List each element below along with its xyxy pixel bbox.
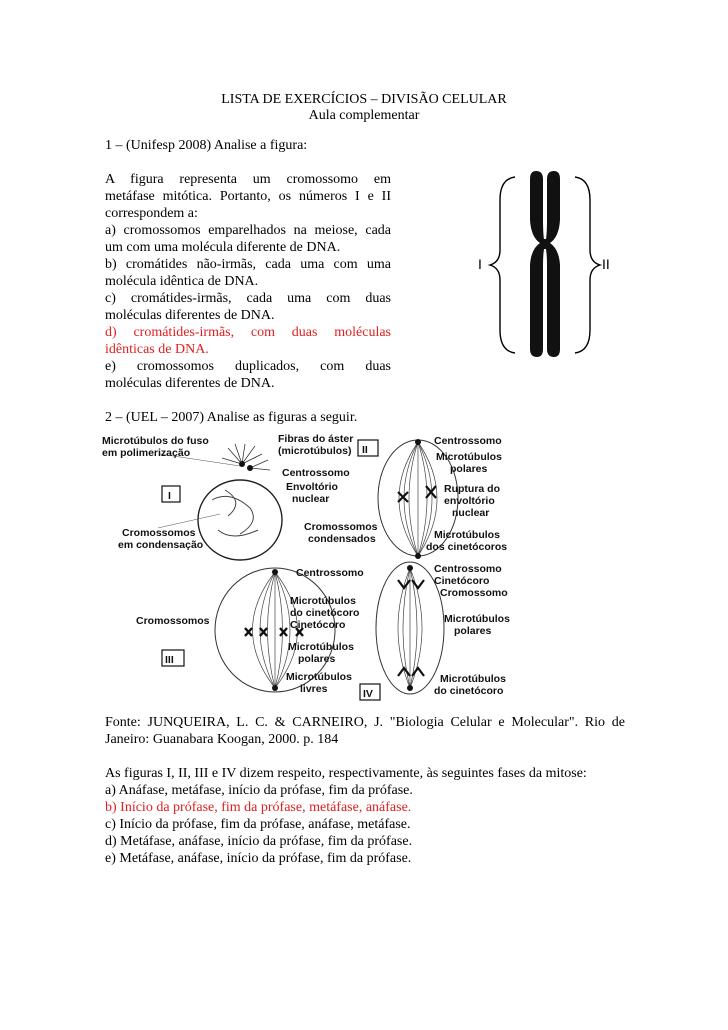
fig2-label-polares: Microtúbulos	[436, 451, 502, 463]
page-subtitle: Aula complementar	[308, 108, 420, 123]
fig1-label-cromossomos-2: em condensação	[118, 539, 204, 551]
q1-option-d-correct-cont: idênticas de DNA.	[105, 342, 209, 357]
fig1-label-envoltorio: Envoltório	[286, 481, 338, 493]
fig3-label-cinetocoro-mt-2: do cinetócoro	[290, 607, 360, 619]
fig2-label-centrossomo: Centrossomo	[434, 435, 502, 447]
q1-option-b-cont: molécula idêntica de DNA.	[105, 274, 259, 289]
fig3-label-polares: Microtúbulos	[288, 641, 354, 653]
fig4-label-polares: Microtúbulos	[444, 613, 510, 625]
q2-source-line: Fonte: JUNQUEIRA, L. C. & CARNEIRO, J. "Biologia Celular e Molecular". Rio de	[105, 715, 625, 730]
q2-heading: 2 – (UEL – 2007) Analise as figuras a seguir.	[105, 410, 358, 425]
q1-option-d-correct: d) cromátides-irmãs, com duas moléculas	[105, 325, 391, 340]
fig1-label-fuso: Microtúbulos do fuso	[102, 435, 209, 447]
fig1-roman: I	[168, 490, 171, 502]
fig2-label-ruptura-3: nuclear	[452, 507, 490, 519]
fig1-label-aster-2: (microtúbulos)	[278, 445, 352, 457]
fig2-label-polares-2: polares	[450, 463, 488, 475]
chromosome-label-ii: II	[602, 256, 610, 272]
chromosome-figure	[470, 165, 620, 365]
fig3-label-livres: Microtúbulos	[286, 671, 352, 683]
figure-iii-metaphase	[136, 567, 364, 695]
fig1-label-fuso-2: em polimerização	[102, 447, 191, 459]
q1-heading: 1 – (Unifesp 2008) Analise a figura:	[105, 138, 308, 153]
q2-option-d: d) Metáfase, anáfase, início da prófase, fim da prófase.	[105, 834, 413, 849]
q2-option-e: e) Metáfase, anáfase, início da prófase, fim da prófase.	[105, 851, 412, 866]
fig3-label-cinetocoro: Cinetócoro	[290, 619, 346, 631]
fig3-label-polares-2: polares	[298, 653, 336, 665]
q1-option-a: a) cromossomos emparelhados na meiose, cada	[105, 223, 391, 238]
fig3-roman: III	[165, 654, 174, 666]
q1-stem-line: correspondem a:	[105, 206, 198, 221]
fig1-label-aster: Fibras do áster	[278, 433, 354, 445]
fig4-label-cromossomo: Cromossomo	[440, 587, 508, 599]
fig2-label-cinetocoros-2: dos cinetócoros	[426, 541, 508, 553]
fig4-label-cinetocoro-mt-2: do cinetócoro	[434, 685, 504, 697]
fig3-label-centrossomo: Centrossomo	[296, 567, 364, 579]
fig3-label-cromossomos: Cromossomos	[136, 615, 210, 627]
q1-option-b: b) cromátides não-irmãs, cada uma com uma	[105, 257, 391, 272]
q2-prompt: As figuras I, II, III e IV dizem respeito, respectivamente, às seguintes fases da mitose:	[105, 766, 587, 781]
fig1-label-centrossomo: Centrossomo	[282, 467, 350, 479]
fig2-label-ruptura: Ruptura do	[444, 483, 500, 495]
q2-option-a: a) Anáfase, metáfase, início da prófase, fim da prófase.	[105, 783, 413, 798]
q1-stem-line: metáfase mitótica. Portanto, os números I e II	[105, 189, 391, 204]
chromosome-label-i: I	[478, 256, 482, 272]
page-title: LISTA DE EXERCÍCIOS – DIVISÃO CELULAR	[221, 92, 507, 107]
fig2-roman: II	[362, 444, 368, 456]
fig1-label-cromossomos: Cromossomos	[122, 527, 196, 539]
q1-option-a-cont: um com uma molécula diferente de DNA.	[105, 240, 341, 255]
q1-option-c-cont: moléculas diferentes de DNA.	[105, 308, 275, 323]
fig4-label-centrossomo: Centrossomo	[434, 563, 502, 575]
figure-iv-anaphase	[360, 562, 510, 700]
fig3-label-livres-2: livres	[300, 683, 328, 695]
fig1-label-envoltorio-2: nuclear	[292, 493, 330, 505]
fig4-roman: IV	[363, 688, 373, 700]
fig2-label-ruptura-2: envoltório	[444, 495, 495, 507]
mitosis-figure	[100, 430, 520, 705]
q1-option-e: e) cromossomos duplicados, com duas	[105, 359, 391, 374]
q2-option-b-correct: b) Início da prófase, fim da prófase, metáfase, anáfase.	[105, 800, 412, 815]
q1-option-c: c) cromátides-irmãs, cada uma com duas	[105, 291, 391, 306]
fig4-label-cinetocoro-mt: Microtúbulos	[440, 673, 506, 685]
q1-option-e-cont: moléculas diferentes de DNA.	[105, 376, 275, 391]
fig2-label-condensados-2: condensados	[308, 533, 376, 545]
fig4-label-polares-2: polares	[454, 625, 492, 637]
q2-source-line-2: Janeiro: Guanabara Koogan, 2000. p. 184	[105, 732, 339, 747]
fig2-label-condensados: Cromossomos	[304, 521, 378, 533]
fig4-label-cinetocoro: Cinetócoro	[434, 575, 490, 587]
fig2-label-cinetocoros: Microtúbulos	[434, 529, 500, 541]
fig3-label-cinetocoro-mt: Microtúbulos	[290, 595, 356, 607]
q2-option-c: c) Início da prófase, fim da prófase, anáfase, metáfase.	[105, 817, 411, 832]
q1-stem-line: A figura representa um cromossomo em	[105, 172, 391, 187]
